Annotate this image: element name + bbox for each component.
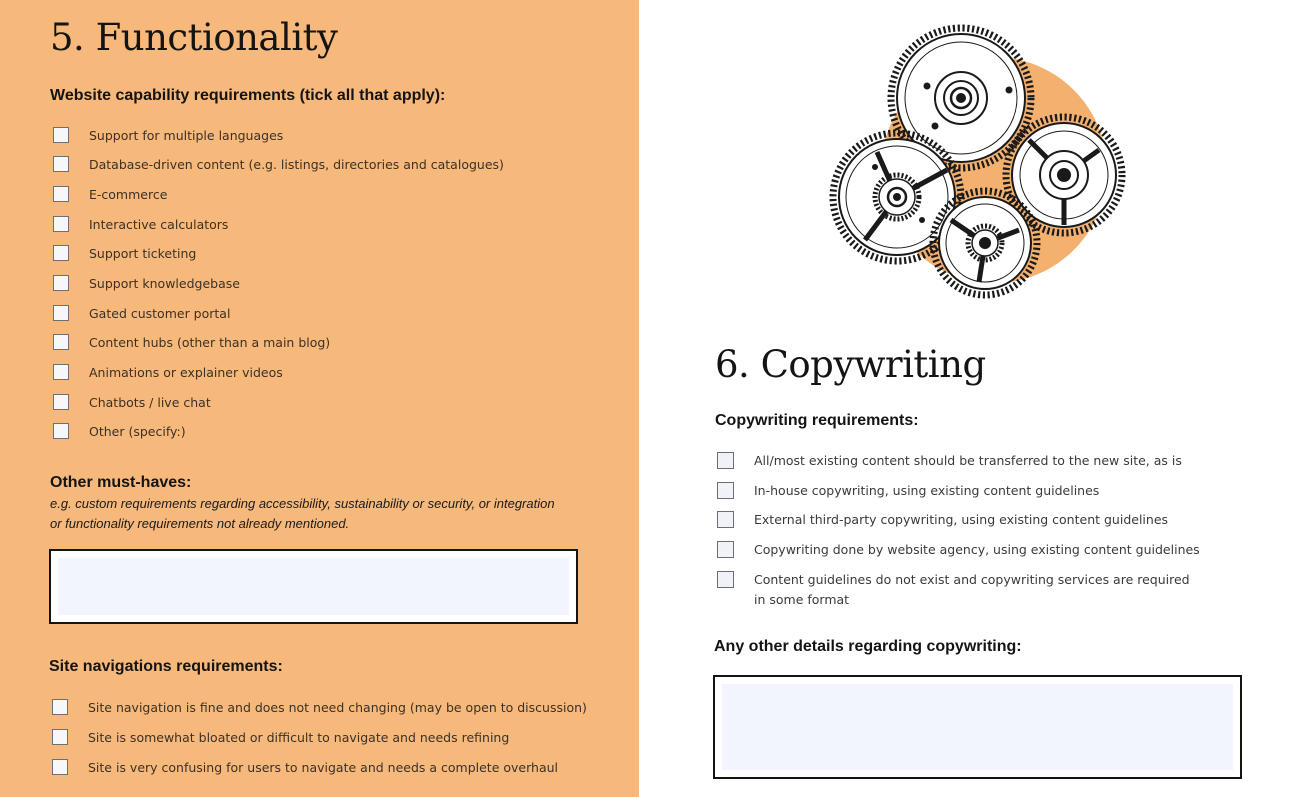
copywriting-label-group	[734, 570, 1190, 610]
capability-label: Support ticketing	[89, 246, 197, 261]
capability-option[interactable]	[53, 215, 228, 235]
capability-option[interactable]	[53, 244, 196, 264]
capability-option[interactable]	[53, 393, 211, 413]
checkbox[interactable]	[53, 423, 69, 439]
copywriting-option[interactable]	[717, 481, 1099, 501]
capabilities-heading: Website capability requirements (tick all that apply):	[50, 87, 446, 104]
functionality-panel	[0, 0, 639, 797]
checkbox[interactable]	[53, 305, 69, 321]
must-haves-input[interactable]	[58, 558, 569, 615]
navigation-option[interactable]	[52, 698, 587, 718]
copywriting-option[interactable]	[717, 510, 1168, 530]
copywriting-details-textbox	[713, 675, 1242, 779]
checkbox[interactable]	[52, 759, 68, 775]
copywriting-label: in some format	[754, 592, 850, 607]
capability-option[interactable]	[53, 333, 330, 353]
capability-label: Database-driven content (e.g. listings, directories and catalogues)	[89, 157, 504, 172]
checkbox[interactable]	[717, 452, 734, 469]
capability-label: Other (specify:)	[89, 424, 186, 439]
copywriting-option[interactable]	[717, 451, 1182, 471]
copywriting-option[interactable]	[717, 540, 1200, 560]
copywriting-label: In-house copywriting, using existing content guidelines	[754, 483, 1100, 498]
functionality-title: 5. Functionality	[50, 16, 338, 59]
checkbox[interactable]	[717, 571, 734, 588]
must-haves-note: or functionality requirements not already mentioned.	[50, 516, 350, 531]
must-haves-note: e.g. custom requirements regarding accessibility, sustainability or security, or integration	[50, 496, 555, 511]
capability-option[interactable]	[53, 274, 240, 294]
navigation-option[interactable]	[52, 728, 509, 748]
capability-option[interactable]	[53, 363, 283, 383]
capability-label: Gated customer portal	[89, 306, 231, 321]
capability-label: Interactive calculators	[89, 217, 229, 232]
copywriting-label: Content guidelines do not exist and copywriting services are required	[754, 572, 1190, 587]
navigation-label: Site navigation is fine and does not need changing (may be open to discussion)	[88, 700, 587, 715]
checkbox[interactable]	[53, 334, 69, 350]
checkbox[interactable]	[717, 482, 734, 499]
navigation-label: Site is very confusing for users to navigate and needs a complete overhaul	[88, 760, 558, 775]
navigation-label: Site is somewhat bloated or difficult to navigate and needs refining	[88, 730, 510, 745]
capability-label: E-commerce	[89, 187, 168, 202]
checkbox[interactable]	[53, 216, 69, 232]
checkbox[interactable]	[53, 127, 69, 143]
copywriting-panel	[639, 0, 1290, 797]
capability-option[interactable]	[53, 422, 186, 442]
capability-label: Support for multiple languages	[89, 128, 284, 143]
copywriting-details-input[interactable]	[722, 684, 1233, 770]
capability-option[interactable]	[53, 126, 283, 146]
copywriting-title: 6. Copywriting	[715, 343, 986, 386]
checkbox[interactable]	[717, 541, 734, 558]
capability-label: Content hubs (other than a main blog)	[89, 335, 331, 350]
navigation-heading: Site navigations requirements:	[49, 658, 283, 675]
copywriting-requirements-heading: Copywriting requirements:	[715, 412, 919, 429]
navigation-option[interactable]	[52, 758, 558, 778]
checkbox[interactable]	[53, 364, 69, 380]
checkbox[interactable]	[53, 156, 69, 172]
copywriting-option[interactable]	[717, 570, 1190, 610]
checkbox[interactable]	[52, 699, 68, 715]
checkbox[interactable]	[717, 511, 734, 528]
must-haves-heading: Other must-haves:	[50, 474, 192, 491]
checkbox[interactable]	[53, 186, 69, 202]
capability-label: Support knowledgebase	[89, 276, 240, 291]
checkbox[interactable]	[53, 394, 69, 410]
checkbox[interactable]	[53, 245, 69, 261]
capability-label: Chatbots / live chat	[89, 395, 211, 410]
copywriting-label: External third-party copywriting, using existing content guidelines	[754, 512, 1169, 527]
checkbox[interactable]	[53, 275, 69, 291]
capability-label: Animations or explainer videos	[89, 365, 283, 380]
copywriting-label: Copywriting done by website agency, using existing content guidelines	[754, 542, 1200, 557]
gears-illustration	[829, 20, 1129, 310]
copywriting-label: All/most existing content should be transferred to the new site, as is	[754, 453, 1182, 468]
copywriting-details-heading: Any other details regarding copywriting:	[714, 638, 1022, 655]
capability-option[interactable]	[53, 185, 167, 205]
capability-option[interactable]	[53, 304, 230, 324]
capability-option[interactable]	[53, 155, 504, 175]
must-haves-textbox	[49, 549, 578, 624]
checkbox[interactable]	[52, 729, 68, 745]
gear-right-icon	[1006, 117, 1122, 233]
